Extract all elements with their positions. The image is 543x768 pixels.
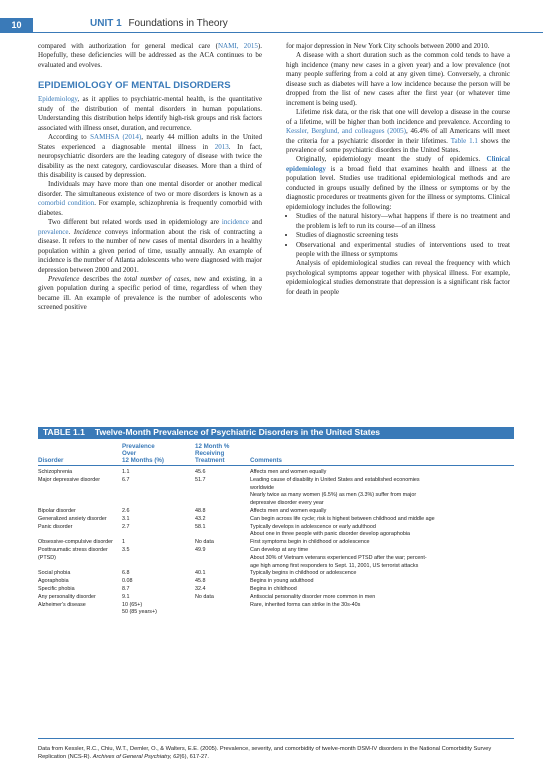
table-row bbox=[38, 578, 514, 586]
paragraph: According to SAMHSA (2014), nearly 44 million adults in the United States experienced a diagnosable mental illness in 2013. In fact, neuropsychiatric disorders are the leading category of disease with twice the disability as the next category, cardiovascular diseases. More than a third of this disability is caused by depression. bbox=[38, 133, 263, 179]
citation-link[interactable]: NAMI, 2015 bbox=[217, 42, 258, 50]
table-row bbox=[38, 469, 514, 477]
comment-line: Begins in childhood bbox=[250, 585, 297, 592]
paragraph: Lifetime risk data, or the risk that one will develop a disease in the course of a lifetime, will be higher than both incidence and prevalence. According to Kessler, Berglund, and colleagues (2005), 46.4% of all Americans will meet the criteria for a psychiatric disorder in their lifetimes. Table 1.1 shows the prevalence of some psychiatric disorders in the United States. bbox=[286, 108, 510, 154]
cell-disorder: Generalized anxiety disorder bbox=[38, 515, 107, 522]
table-body bbox=[38, 466, 514, 617]
cell-prevalence: 8.7 bbox=[122, 585, 130, 592]
table-title: Twelve-Month Prevalence of Psychiatric Disorders in the United States bbox=[94, 427, 381, 437]
paragraph: Originally, epidemiology meant the study of epidemics. Clinical epidemiology is a broad field that examines health and illness at the population level. Studies use traditional epidemiological methods and are conducted in groups usually defined by the illness or symptoms or by the diagnostic procedures or treatments given for the illness or symptoms. Clinical epidemiology includes the following: bbox=[286, 155, 510, 211]
comment-line: Begins in young adulthood bbox=[250, 578, 314, 585]
prevalence-table bbox=[38, 427, 514, 617]
comment-line: Nearly twice as many women (6.5%) as men (3.3%) suffer from major bbox=[250, 492, 417, 499]
citation-link[interactable]: Kessler, Berglund, and colleagues (2005) bbox=[286, 127, 407, 136]
paragraph: Analysis of epidemiological studies can reveal the frequency with which psychological symptoms appear together with physical illness. For example, epidemiological studies demonstrate that depression is a significant risk factor for death in people bbox=[286, 259, 510, 296]
unit-label: UNIT 1 bbox=[90, 18, 122, 29]
cell-treatment: 58.1 bbox=[195, 523, 206, 530]
cell-comments bbox=[250, 594, 514, 602]
section-heading: EPIDEMIOLOGY OF MENTAL DISORDERS bbox=[38, 80, 231, 92]
table-source: Data from Kessler, R.C., Chiu, W.T., Demler, O., & Walters, E.E. (2005). Prevalence, severity, and comorbidity of twelve-month DSM-IV disorders in the National Comorbidity Survey Replication (NCS-R). Archives of General Psychiatry, 62(6), 617-27. bbox=[38, 746, 492, 760]
col-header-treatment: 12 Month % Receiving Treatment bbox=[195, 443, 230, 464]
running-head bbox=[90, 18, 228, 32]
table-row bbox=[38, 477, 514, 508]
cell-treatment: No data bbox=[195, 539, 214, 546]
cell-comments bbox=[250, 570, 514, 578]
term-link[interactable]: incidence bbox=[221, 218, 249, 227]
cell-comments bbox=[250, 539, 514, 547]
cell-prevalence: 1 bbox=[122, 539, 125, 546]
cell-comments bbox=[250, 602, 514, 610]
list-item: • Studies of diagnostic screening tests bbox=[296, 231, 510, 240]
cell-treatment: 51.7 bbox=[195, 476, 206, 483]
col-header-prevalence: Prevalence Over 12 Months (%) bbox=[122, 443, 164, 464]
header-rule bbox=[0, 32, 543, 33]
cell-prevalence: 0.08 bbox=[122, 578, 133, 585]
list-item: • Studies of the natural history—what happens if there is no treatment and the problem is left to run its course—of an illness bbox=[296, 212, 510, 231]
comment-line: Typically begins in childhood or adolescence bbox=[250, 570, 357, 577]
table-row bbox=[38, 547, 514, 555]
citation-link[interactable]: SAMHSA (2014) bbox=[90, 133, 142, 142]
comment-line: First symptoms begin in childhood or adolescence bbox=[250, 539, 370, 546]
cell-disorder: Major depressive disorder bbox=[38, 476, 101, 483]
cell-comments bbox=[250, 516, 514, 524]
cell-prevalence: 9.1 bbox=[122, 593, 130, 600]
table-row bbox=[38, 539, 514, 547]
term-link[interactable]: Epidemiology bbox=[38, 95, 78, 104]
paragraph: compared with authorization for general medical care (NAMI, 2015). Hopefully, these deficiencies will be addressed as the ACA continues to be evaluated and evolves. bbox=[38, 42, 262, 69]
cell-prevalence: 10 (65+) bbox=[122, 601, 143, 608]
unit-title: Foundations in Theory bbox=[128, 18, 228, 29]
paragraph: for major depression in New York City schools between 2000 and 2010. bbox=[286, 42, 490, 50]
term-link[interactable]: prevalence bbox=[38, 227, 69, 236]
cell-disorder: Schizophrenia bbox=[38, 469, 73, 475]
paragraph: A disease with a short duration such as the common cold tends to have a high incidence (many new cases in a given year) and a low prevalence (not many people suffering from a cold at any given time). Conversely, a chronic disease such as diabetes will have a low incidence because the person will be dropped from the list of new cases after the first year (or whatever time increment is being used). bbox=[286, 51, 510, 107]
cell-comments bbox=[250, 547, 514, 555]
comment-line: worldwide bbox=[250, 484, 274, 491]
right-column bbox=[286, 42, 510, 297]
table-title-bar bbox=[38, 427, 514, 439]
table-bottom-rule bbox=[38, 738, 514, 739]
table-number: TABLE 1.1 bbox=[43, 427, 85, 437]
comment-line: Rare, inherited forms can strike in the 30s-40s bbox=[250, 601, 361, 608]
cell-treatment: 32.4 bbox=[195, 585, 206, 592]
col-header-disorder: Disorder bbox=[38, 457, 64, 464]
cell-comments bbox=[250, 469, 514, 477]
comment-line: Can develop at any time bbox=[250, 546, 309, 553]
paragraph: Epidemiology, as it applies to psychiatric-mental health, is the quantitative study of the distribution of mental disorders in human populations. Understanding this distribution helps identify high-risk groups and risk factors associated with illness onset, duration, and recurrence. bbox=[38, 95, 262, 132]
cell-prevalence: 2.6 bbox=[122, 507, 130, 514]
cell-disorder: Bipolar disorder bbox=[38, 507, 76, 514]
table-row bbox=[38, 570, 514, 578]
table-row bbox=[38, 586, 514, 594]
cell-prevalence: 3.1 bbox=[122, 515, 130, 522]
cell-disorder: Agoraphobia bbox=[38, 578, 69, 585]
citation-link[interactable]: 2013 bbox=[214, 142, 229, 151]
cell-comments bbox=[250, 524, 514, 540]
cell-prevalence: 3.5 bbox=[122, 546, 130, 553]
term-link[interactable]: comorbid condition bbox=[38, 199, 95, 208]
table-row bbox=[38, 602, 514, 610]
cell-comments bbox=[250, 578, 514, 586]
cell-treatment: 40.1 bbox=[195, 570, 206, 577]
cell-prevalence: 2.7 bbox=[122, 523, 130, 530]
cell-disorder: Alzheimer's disease bbox=[38, 601, 86, 608]
term-link[interactable]: Clinical epidemiology bbox=[286, 155, 510, 173]
list-item: • Observational and experimental studies of interventions used to treat people with the illness or symptoms bbox=[296, 241, 510, 260]
comment-line: depressive disorder every year bbox=[250, 500, 324, 507]
cell-treatment: No data bbox=[195, 593, 214, 600]
comment-line: About one in three people with panic disorder develop agoraphobia bbox=[250, 531, 411, 538]
cell-disorder: (PTSD) bbox=[38, 554, 56, 561]
comment-line: Typically develops in adolescence or early adulthood bbox=[250, 523, 376, 530]
comment-line: Affects men and women equally bbox=[250, 469, 327, 475]
cell-disorder: Panic disorder bbox=[38, 523, 73, 530]
cell-comments bbox=[250, 555, 514, 571]
table-row bbox=[38, 555, 514, 571]
table-row bbox=[38, 524, 514, 540]
cell-prevalence: 6.7 bbox=[122, 476, 130, 483]
cell-prevalence: 50 (85 years+) bbox=[122, 609, 157, 616]
table-row bbox=[38, 508, 514, 516]
col-header-comments: Comments bbox=[250, 457, 282, 464]
comment-line: Antisocial personality disorder more common in men bbox=[250, 593, 376, 600]
table-row bbox=[38, 594, 514, 602]
paragraph: Individuals may have more than one mental disorder or another medical disorder. The simultaneous existence of two or more disorders is known as a comorbid condition. For example, schizophrenia is frequently comorbid with diabetes. bbox=[38, 180, 262, 217]
table-link[interactable]: Table 1.1 bbox=[450, 136, 478, 145]
comment-line: Can begin across life cycle; risk is highest between childhood and middle age bbox=[250, 515, 435, 522]
table-header bbox=[38, 439, 514, 466]
cell-prevalence: 1.1 bbox=[122, 469, 130, 475]
cell-treatment: 48.8 bbox=[195, 507, 206, 514]
left-column bbox=[38, 42, 262, 313]
comment-line: About 30% of Vietnam veterans experienced PTSD after the war; percent- bbox=[250, 554, 427, 561]
comment-line: age high among first responders to Sept. 11, 2001, US terrorist attacks bbox=[250, 562, 419, 569]
table-row bbox=[38, 609, 514, 617]
cell-treatment: 49.9 bbox=[195, 546, 206, 553]
cell-comments bbox=[250, 508, 514, 516]
cell-comments bbox=[250, 477, 514, 508]
cell-disorder: Specific phobia bbox=[38, 585, 75, 592]
page-header bbox=[0, 0, 543, 30]
paragraph: Prevalence describes the total number of cases, new and existing, in a given population during a specific period of time, regardless of when they became ill. An example of prevalence is the number of adolescents who screened positive bbox=[38, 274, 263, 312]
cell-treatment: 45.6 bbox=[195, 469, 206, 475]
page-number: 10 bbox=[0, 18, 33, 32]
paragraph: Two different but related words used in epidemiology are incidence and prevalence. Incidence conveys information about the risk of contracting a disease. It refers to the number of new cases of mental disorders in a healthy population within a given period of time, usually annually. An example of incidence is the number of Atlanta adolescents who were diagnosed with major depression between 2000 and 2001. bbox=[38, 218, 263, 274]
comment-line: Affects men and women equally bbox=[250, 507, 327, 514]
cell-comments bbox=[250, 586, 514, 594]
cell-disorder: Social phobia bbox=[38, 570, 71, 577]
bullet-list bbox=[286, 212, 510, 259]
cell-disorder: Obsessive-compulsive disorder bbox=[38, 539, 113, 546]
cell-prevalence: 6.8 bbox=[122, 570, 130, 577]
cell-treatment: 43.2 bbox=[195, 515, 206, 522]
table-row bbox=[38, 516, 514, 524]
cell-disorder: Any personality disorder bbox=[38, 593, 96, 600]
cell-treatment: 45.8 bbox=[195, 578, 206, 585]
comment-line: Leading cause of disability in United States and established economies bbox=[250, 476, 420, 483]
cell-disorder: Posttraumatic stress disorder bbox=[38, 546, 108, 553]
